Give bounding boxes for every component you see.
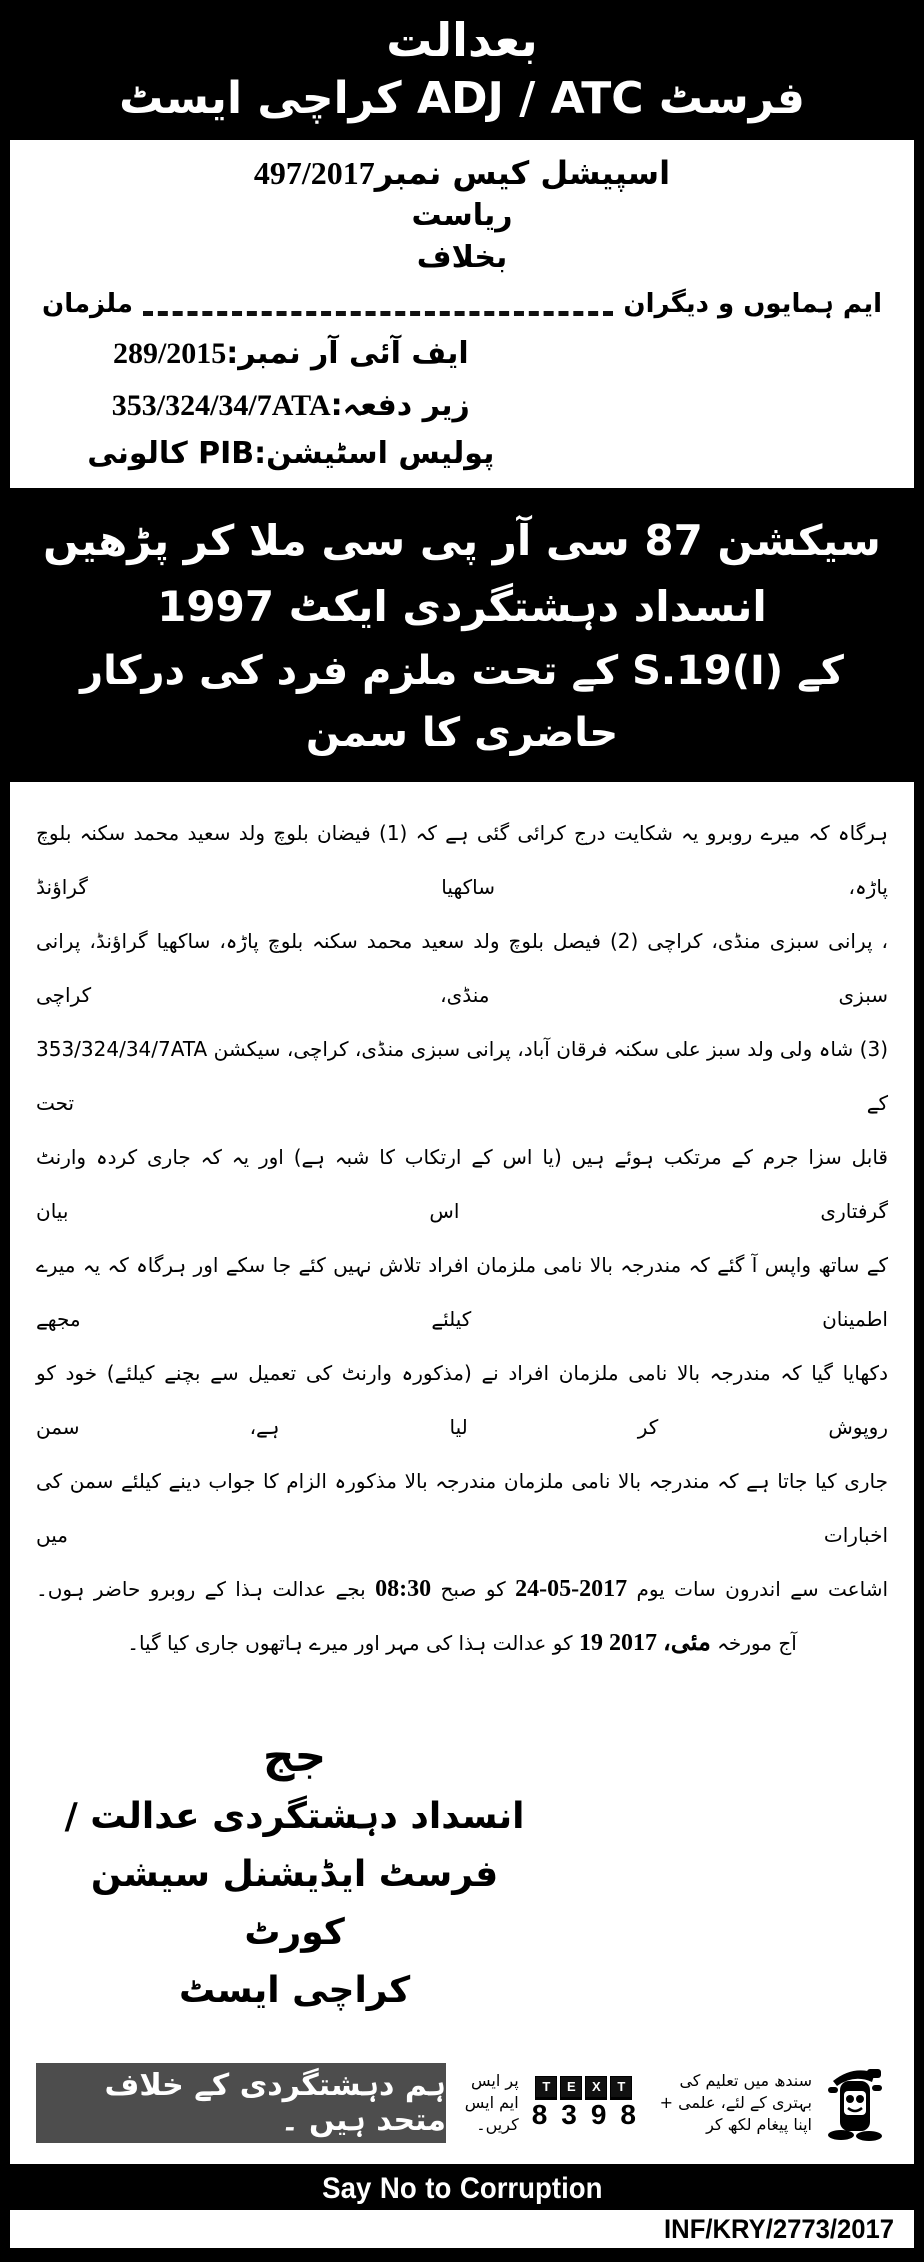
special-case-label: اسپیشل کیس نمبر <box>374 154 671 192</box>
body-line: قابل سزا جرم کے مرتکب ہوئے ہیں (یا اس کے ارتکاب کا شبہ ہے) اور یہ کہ جاری کردہ وارنٹ گرفتاری اس بیان <box>36 1145 888 1223</box>
notice-line-2: کے S.19(I)‎ کے تحت ملزم فرد کی درکار حاضری کا سمن <box>80 648 844 756</box>
special-case-number-line <box>34 150 890 196</box>
police-station-line <box>34 432 548 476</box>
text-keycap: X <box>585 2076 607 2098</box>
police-station-label: پولیس اسٹیشن: <box>254 436 495 471</box>
body-line: ، پرانی سبزی منڈی، کراچی (2) فیصل بلوچ ولد سعید محمد سکنہ بلوچ پاڑہ، ساکھیا گراؤنڈ، پرانی سبزی منڈی، کراچی <box>36 929 888 1007</box>
issued-suffix: کو عدالت ہذا کی مہر اور میرے ہاتھوں جاری کیا گیا۔ <box>127 1631 573 1655</box>
under-section-line <box>34 380 548 432</box>
signature-court-line-2: فرسٹ ایڈیشنل سیشن کورٹ <box>90 1854 499 1953</box>
signature-court-line-1: انسداد دہشتگردی عدالت / <box>64 1796 525 1837</box>
police-station-value: PIB کالونی <box>87 436 255 471</box>
court-name: فرسٹ ADJ / ATC کراچی ایسٹ <box>119 73 805 124</box>
accused-line <box>34 280 890 328</box>
phone-mascot-icon <box>822 2065 888 2141</box>
text-keycap: E <box>560 2076 582 2098</box>
appearance-suffix: بجے عدالت ہذا کے روبرو حاضر ہوں۔ <box>36 1577 366 1601</box>
court-title: بعدالت <box>386 13 538 67</box>
footer-campaign-row <box>36 2058 888 2148</box>
under-section-label: زیر دفعہ: <box>330 388 470 423</box>
appearance-prefix: اشاعت سے اندرون سات یوم <box>636 1577 889 1601</box>
under-section-value: 353/324/34/7ATA <box>111 389 331 422</box>
appearance-date-line <box>36 1562 888 1616</box>
state-label: ریاست <box>411 198 513 233</box>
issued-date-line <box>36 1616 888 1670</box>
fir-label: ایف آئی آر نمبر: <box>226 336 469 371</box>
corruption-banner <box>10 2168 914 2210</box>
corruption-banner-text: Say No to Corruption <box>321 2172 603 2205</box>
sms-message-after: پر ایس ایم ایس کریں۔ <box>464 2071 519 2134</box>
court-header-band <box>10 0 914 140</box>
case-details-panel <box>10 140 914 488</box>
sms-shortcode-block <box>525 2076 643 2130</box>
judge-title: جج <box>262 1731 327 1782</box>
sms-campaign <box>452 2070 816 2136</box>
versus-label: بخلاف <box>416 240 508 275</box>
reference-number: INF/KRY/2773/2017 <box>663 2214 894 2244</box>
case-meta-block <box>34 328 548 476</box>
fir-number: 289/2015 <box>112 337 227 370</box>
appearance-date: 24-05-2017 <box>515 1576 628 1602</box>
anti-terrorism-slogan-box <box>36 2063 446 2143</box>
body-line: ہرگاہ کہ میرے روبرو یہ شکایت درج کرائی گئی ہے کہ (1) فیضان بلوچ ولد سعید محمد سکنہ بلوچ پاڑہ، ساکھیا گراؤنڈ <box>36 821 888 899</box>
text-keycap: T <box>535 2076 557 2098</box>
appearance-mid: کو صبح <box>440 1577 506 1601</box>
reference-strip <box>10 2210 914 2248</box>
signature-block <box>56 1726 533 2020</box>
notice-line-1: سیکشن 87 سی آر پی سی ملا کر پڑھیں انسداد دہشتگردی ایکٹ 1997 <box>43 516 881 631</box>
special-case-number: 497/2017 <box>253 155 375 191</box>
fir-number-line <box>34 328 548 380</box>
accused-names: ایم ہمایوں و دیگران <box>623 289 882 319</box>
body-line: دکھایا گیا کہ مندرجہ بالا نامی ملزمان افراد نے (مذکورہ وارنٹ کی تعمیل سے بچنے کیلئے) خود کو روپوش کر لیا ہے، سمن <box>36 1361 888 1439</box>
signature-court-line-3: کراچی ایسٹ <box>178 1970 411 2011</box>
summons-body-panel <box>10 782 914 2164</box>
body-line: کے ساتھ واپس آ گئے کہ مندرجہ بالا نامی ملزمان افراد تلاش نہیں کئے جا سکے اور ہرگاہ کہ یہ میرے اطمینان کیلئے مجھے <box>36 1253 888 1331</box>
sms-shortcode-digits: 8 3 9 8 <box>531 2099 636 2130</box>
anti-terrorism-slogan: ہم دہشتگردی کے خلاف متحد ہیں ۔ <box>104 2068 446 2138</box>
dashed-line <box>143 311 613 316</box>
text-keycaps <box>535 2076 632 2098</box>
body-line: جاری کیا جاتا ہے کہ مندرجہ بالا نامی ملزمان مندرجہ بالا مذکورہ الزام کا جواب دینے کیلئے سمن کی اخبارات میں <box>36 1469 888 1547</box>
text-keycap: T <box>610 2076 632 2098</box>
summons-notice-band <box>10 488 914 782</box>
issued-date: 19 مئی، 2017 <box>578 1630 711 1656</box>
sms-message-before: سندھ میں تعلیم کی بہتری کے لئے، علمی + اپنا پیغام لکھ کر <box>659 2071 812 2134</box>
appearance-time: 08:30 <box>375 1576 432 1602</box>
accused-role: ملزمان <box>42 289 133 319</box>
issued-prefix: آج مورخہ <box>717 1631 797 1655</box>
body-line: (3) شاہ ولی ولد سبز علی سکنہ فرقان آباد، پرانی سبزی منڈی، کراچی، سیکشن 353/324/34/7ATA‎ کے تحت <box>36 1037 888 1115</box>
